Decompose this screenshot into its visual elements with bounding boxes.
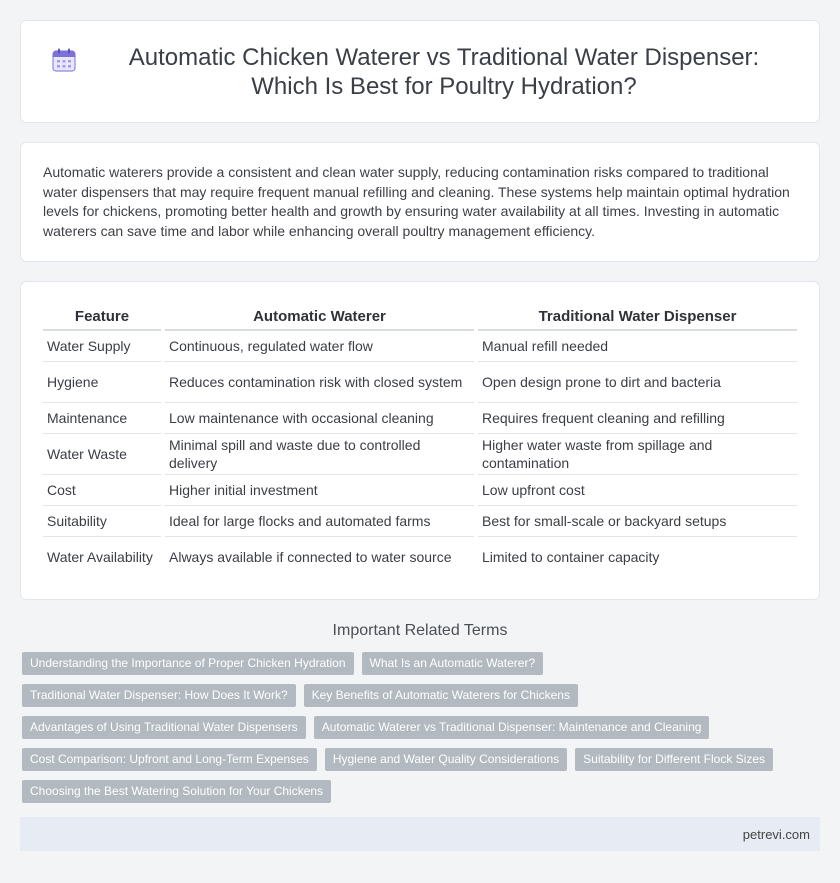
table-cell: Always available if connected to water source	[169, 549, 452, 565]
table-cell: Water Availability	[47, 549, 153, 565]
table-cell: Water Supply	[43, 331, 161, 362]
table-header-row	[43, 306, 797, 331]
table-row	[43, 506, 797, 537]
table-cell: Manual refill needed	[478, 331, 797, 362]
related-term-tag[interactable]: Key Benefits of Automatic Waterers for Chickens	[304, 684, 578, 707]
related-term-tag[interactable]: Choosing the Best Watering Solution for Your Chickens	[22, 780, 331, 803]
column-header: Automatic Waterer	[165, 306, 474, 331]
table-cell: Cost	[43, 475, 161, 506]
calendar-icon	[51, 47, 77, 73]
table-cell: Maintenance	[43, 403, 161, 434]
table-cell: Suitability	[43, 506, 161, 537]
table-cell: Higher initial investment	[165, 475, 474, 506]
related-term-tag[interactable]: Cost Comparison: Upfront and Long-Term Expenses	[22, 748, 317, 771]
table-cell: Limited to container capacity	[482, 549, 660, 565]
table-cell: Low upfront cost	[478, 475, 797, 506]
comparison-table-card	[20, 281, 820, 600]
related-term-tag[interactable]: Traditional Water Dispenser: How Does It Work?	[22, 684, 296, 707]
table-cell: Water Waste	[43, 434, 161, 475]
intro-text: Automatic waterers provide a consistent and clean water supply, reducing contamination risks compared to traditional water dispensers that may require frequent manual refilling and cleaning. These systems help maintain optimal hydration levels for chickens, promoting better health and growth by ensuring water availability at all times. Investing in automatic waterers can save time and labor while enhancing overall poultry management efficiency.	[43, 164, 790, 239]
column-header: Feature	[43, 306, 161, 331]
table-cell: Hygiene	[43, 362, 161, 403]
related-term-tag[interactable]: Automatic Waterer vs Traditional Dispenser: Maintenance and Cleaning	[314, 716, 710, 739]
table-cell: Best for small-scale or backyard setups	[478, 506, 797, 537]
table-cell: Higher water waste from spillage and contamination	[478, 434, 797, 475]
column-header: Traditional Water Dispenser	[478, 306, 797, 331]
related-terms-title: Important Related Terms	[332, 622, 508, 639]
related-term-tag[interactable]: Understanding the Importance of Proper Chicken Hydration	[22, 652, 354, 675]
table-cell: Requires frequent cleaning and refilling	[478, 403, 797, 434]
related-terms-list	[0, 652, 840, 803]
table-row	[43, 537, 797, 577]
table-cell: Ideal for large flocks and automated farms	[165, 506, 474, 537]
table-row	[43, 434, 797, 475]
related-term-tag[interactable]: Suitability for Different Flock Sizes	[575, 748, 773, 771]
intro-card	[20, 142, 820, 262]
related-term-tag[interactable]: Hygiene and Water Quality Considerations	[325, 748, 567, 771]
table-cell: Minimal spill and waste due to controlled delivery	[165, 434, 474, 475]
related-term-tag[interactable]: Advantages of Using Traditional Water Dispensers	[22, 716, 306, 739]
footer-site-link[interactable]: petrevi.com	[742, 826, 810, 842]
table-row	[43, 331, 797, 362]
footer	[20, 817, 820, 851]
table-cell: Continuous, regulated water flow	[165, 331, 474, 362]
table-row	[43, 475, 797, 506]
header-card	[20, 20, 820, 123]
table-row	[43, 403, 797, 434]
page-title: Automatic Chicken Waterer vs Traditional Water Dispenser: Which Is Best for Poultry Hydration?	[128, 43, 760, 100]
comparison-table	[39, 306, 801, 577]
related-term-tag[interactable]: What Is an Automatic Waterer?	[362, 652, 544, 675]
table-cell: Open design prone to dirt and bacteria	[478, 362, 797, 403]
table-cell: Reduces contamination risk with closed system	[165, 362, 474, 403]
table-cell: Low maintenance with occasional cleaning	[165, 403, 474, 434]
table-row	[43, 362, 797, 403]
